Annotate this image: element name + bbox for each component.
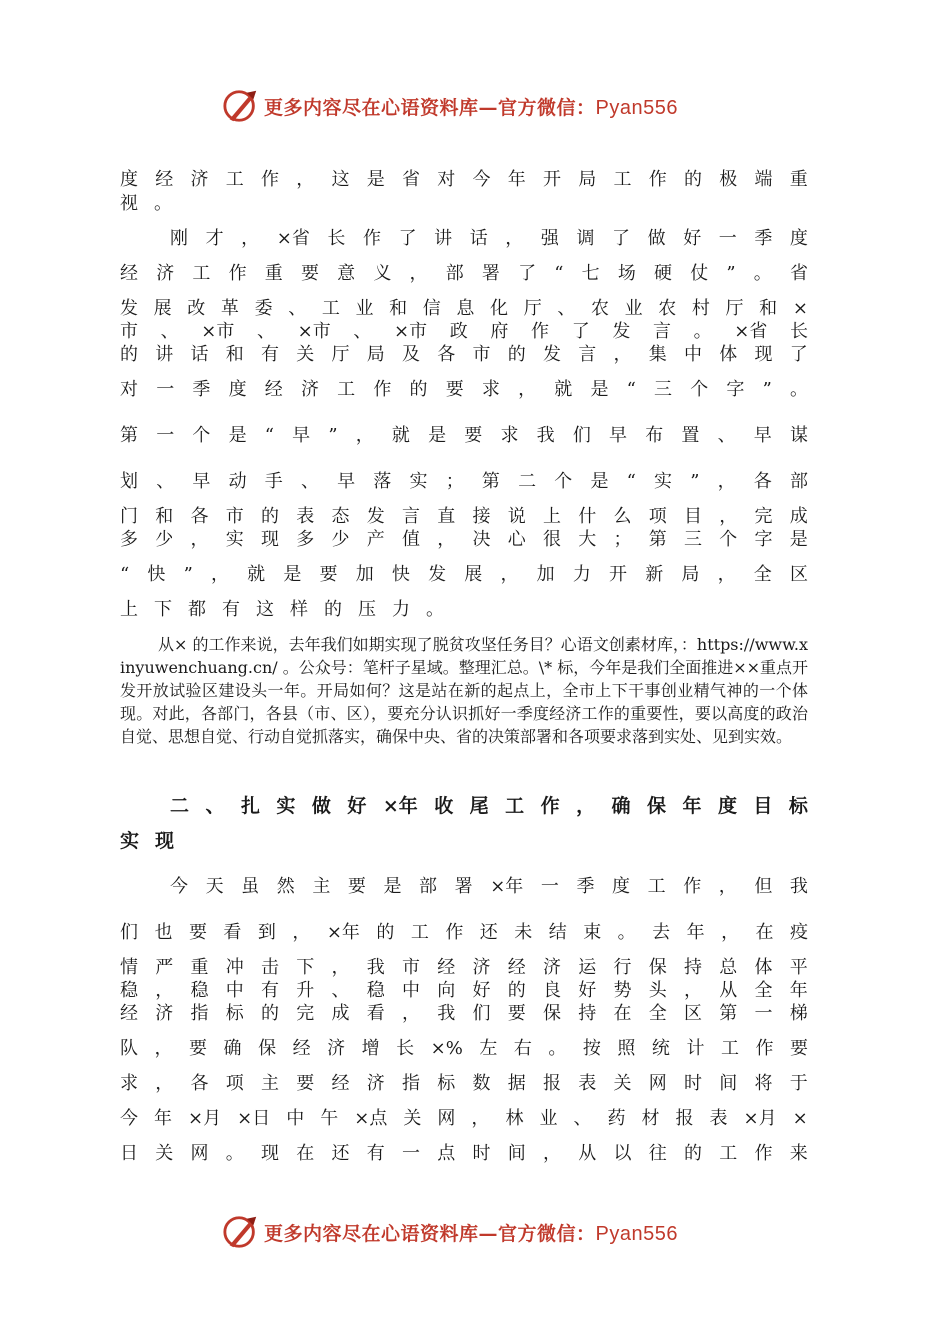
text-line: 第 一 个 是 “ 早 ” ， 就 是 要 求 我 们 早 布 置 、 早 谋 — [120, 425, 808, 446]
footer-banner-text: 更多内容尽在心语资料库—官方微信：Pyan556 — [264, 1222, 678, 1245]
text-line: 多 少 ， 实 现 多 少 产 值 ， 决 心 很 大 ； 第 三 个 字 是 — [120, 529, 808, 550]
text-line: 求 ， 各 项 主 要 经 济 指 标 数 据 报 表 关 网 时 间 将 于 — [120, 1073, 808, 1094]
text-line: 经 济 工 作 重 要 意 义 ， 部 署 了 “ 七 场 硬 仗 ” 。 省 — [120, 263, 808, 284]
text-line: 对 一 季 度 经 济 工 作 的 要 求 ， 就 是 “ 三 个 字 ” 。 — [120, 379, 808, 400]
text-line: 经 济 指 标 的 完 成 看 ， 我 们 要 保 持 在 全 区 第 一 梯 — [120, 1003, 808, 1024]
footer-banner — [222, 1212, 742, 1252]
text-line: 今 天 虽 然 主 要 是 部 署 ×年 一 季 度 工 作 ， 但 我 — [170, 876, 808, 897]
text-line: 门 和 各 市 的 表 态 发 言 直 接 说 上 什 么 项 目 ， 完 成 — [120, 506, 808, 527]
text-line: 上 下 都 有 这 样 的 压 力 。 — [120, 599, 444, 620]
text-line: 划 、 早 动 手 、 早 落 实 ； 第 二 个 是 “ 实 ” ， 各 部 — [120, 471, 808, 492]
section-heading-cont: 实 现 — [120, 830, 175, 852]
text-line: 日 关 网 。 现 在 还 有 一 点 时 间 ， 从 以 往 的 工 作 来 — [120, 1143, 808, 1164]
text-line: 们 也 要 看 到 ， ×年 的 工 作 还 未 结 束 。 去 年 ， 在 疫 — [120, 922, 808, 943]
text-line: 视 。 — [120, 193, 172, 214]
header-banner — [222, 86, 742, 126]
text-line: 度 经 济 工 作 ， 这 是 省 对 今 年 开 局 工 作 的 极 端 重 — [120, 169, 808, 190]
text-line: 的 讲 话 和 有 关 厅 局 及 各 市 的 发 言 ， 集 中 体 现 了 — [120, 344, 808, 365]
header-banner-text: 更多内容尽在心语资料库—官方微信：Pyan556 — [264, 96, 678, 119]
text-line: 市 、 ×市 、 ×市 、 ×市 政 府 作 了 发 言 。 ×省 长 — [120, 321, 808, 342]
text-line: 发 展 改 革 委 、 工 业 和 信 息 化 厅 、 农 业 农 村 厅 和 × — [120, 298, 808, 319]
text-line: 队 ， 要 确 保 经 济 增 长 ×% 左 右 。 按 照 统 计 工 作 要 — [120, 1038, 808, 1059]
text-line: “ 快 ” ， 就 是 要 加 快 发 展 ， 加 力 开 新 局 ， 全 区 — [120, 564, 808, 585]
text-line: 情 严 重 冲 击 下 ， 我 市 经 济 经 济 运 行 保 持 总 体 平 — [120, 957, 808, 978]
section-heading: 二 、 扎 实 做 好 ×年 收 尾 工 作 ， 确 保 年 度 目 标 — [170, 795, 808, 817]
pen-logo-icon — [222, 87, 260, 125]
text-line: 稳 ， 稳 中 有 升 、 稳 中 向 好 的 良 好 势 头 ， 从 全 年 — [120, 980, 808, 1001]
text-line: 今 年 ×月 ×日 中 午 ×点 关 网 ， 林 业 、 药 材 报 表 ×月 × — [120, 1108, 808, 1129]
pen-logo-icon — [222, 1213, 260, 1251]
body-paragraph: 从× 的工作来说，去年我们如期实现了脱贫攻坚任务目？心语文创素材库，：https://www.xinyuwenchuang.cn/ 。公众号：笔杆子星域。整理汇总。\* 标，今年是我们全面推进××重点开发开放试验区建设头一年。开局如何？这是站在新的起点上，全市上下干事创业精气神的一个体现。对此，各部门，各县（市、区），要充分认识抓好一季度经济工作的重要性，要以高度的政治自觉、思想自觉、行动自觉抓落实，确保中央、省的决策部署和各项要求落到实处、见到实效。 — [120, 635, 809, 746]
text-line: 刚 才 ， ×省 长 作 了 讲 话 ， 强 调 了 做 好 一 季 度 — [170, 228, 808, 249]
